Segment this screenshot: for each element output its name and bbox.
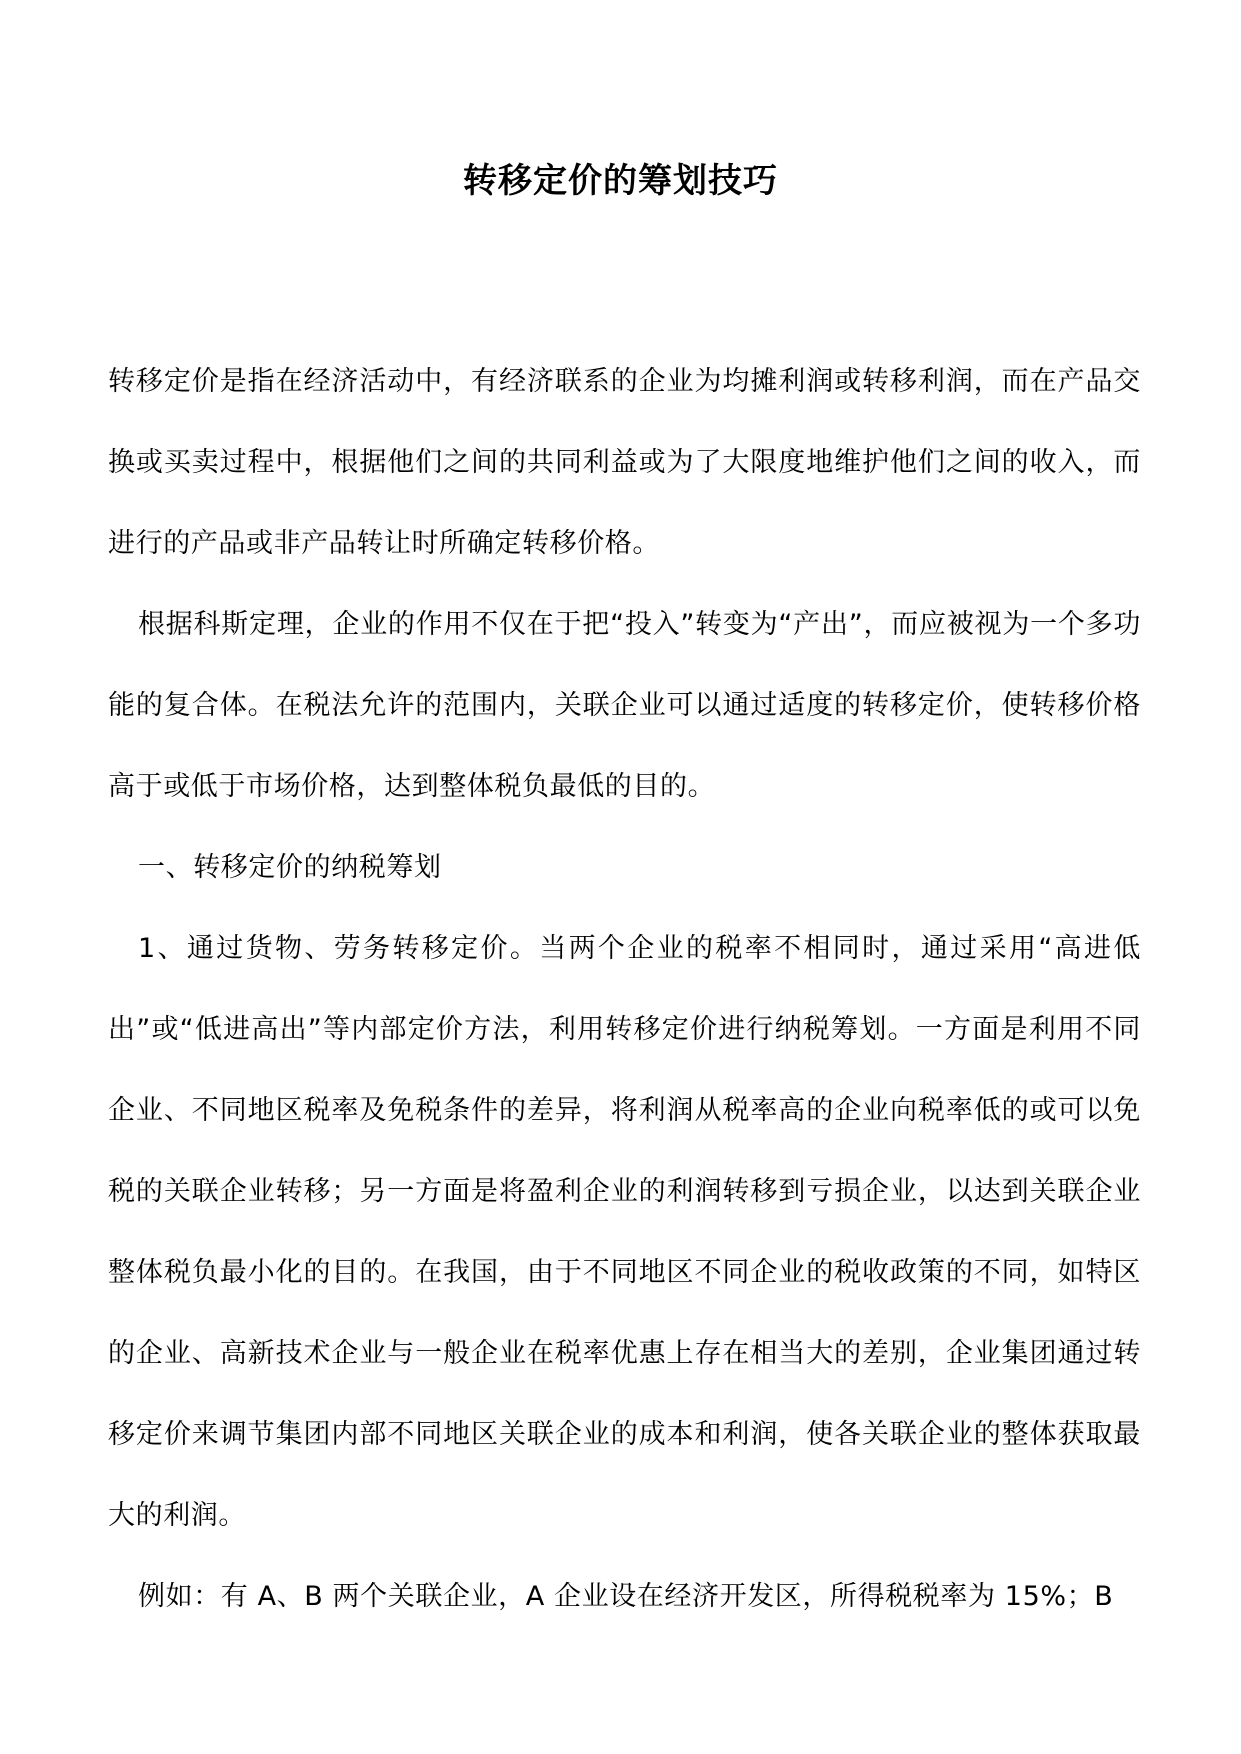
document-title: 转移定价的筹划技巧 bbox=[463, 161, 778, 201]
paragraph-coase-theorem: 根据科斯定理，企业的作用不仅在于把“投入”转变为“产出”，而应被视为一个多功能的复合体。在税法允许的范围内，关联企业可以通过适度的转移定价，使转移价格高于或低于市场价格，达到整体税负最低的目的。 bbox=[108, 609, 1141, 802]
paragraph-definition: 转移定价是指在经济活动中，有经济联系的企业为均摊利润或转移利润，而在产品交换或买卖过程中，根据他们之间的共同利益或为了大限度地维护他们之间的收入，而进行的产品或非产品转让时所确定转移价格。 bbox=[108, 366, 1141, 559]
document-body bbox=[108, 341, 1141, 1637]
paragraph-example: 例如：有 A、B 两个关联企业，A 企业设在经济开发区，所得税税率为 15%；B bbox=[138, 1581, 1114, 1612]
paragraph-goods-services-pricing: 1、通过货物、劳务转移定价。当两个企业的税率不相同时，通过采用“高进低出”或“低进高出”等内部定价方法，利用转移定价进行纳税筹划。一方面是利用不同企业、不同地区税率及免税条件的差异，将利润从税率高的企业向税率低的或可以免税的关联企业转移；另一方面是将盈利企业的利润转移到亏损企业，以达到关联企业整体税负最小化的目的。在我国，由于不同地区不同企业的税收政策的不同，如特区的企业、高新技术企业与一般企业在税率优惠上存在相当大的差别，企业集团通过转移定价来调节集团内部不同地区关联企业的成本和利润，使各关联企业的整体获取最大的利润。 bbox=[108, 933, 1141, 1531]
section-heading-tax-planning: 一、转移定价的纳税筹划 bbox=[138, 852, 442, 883]
